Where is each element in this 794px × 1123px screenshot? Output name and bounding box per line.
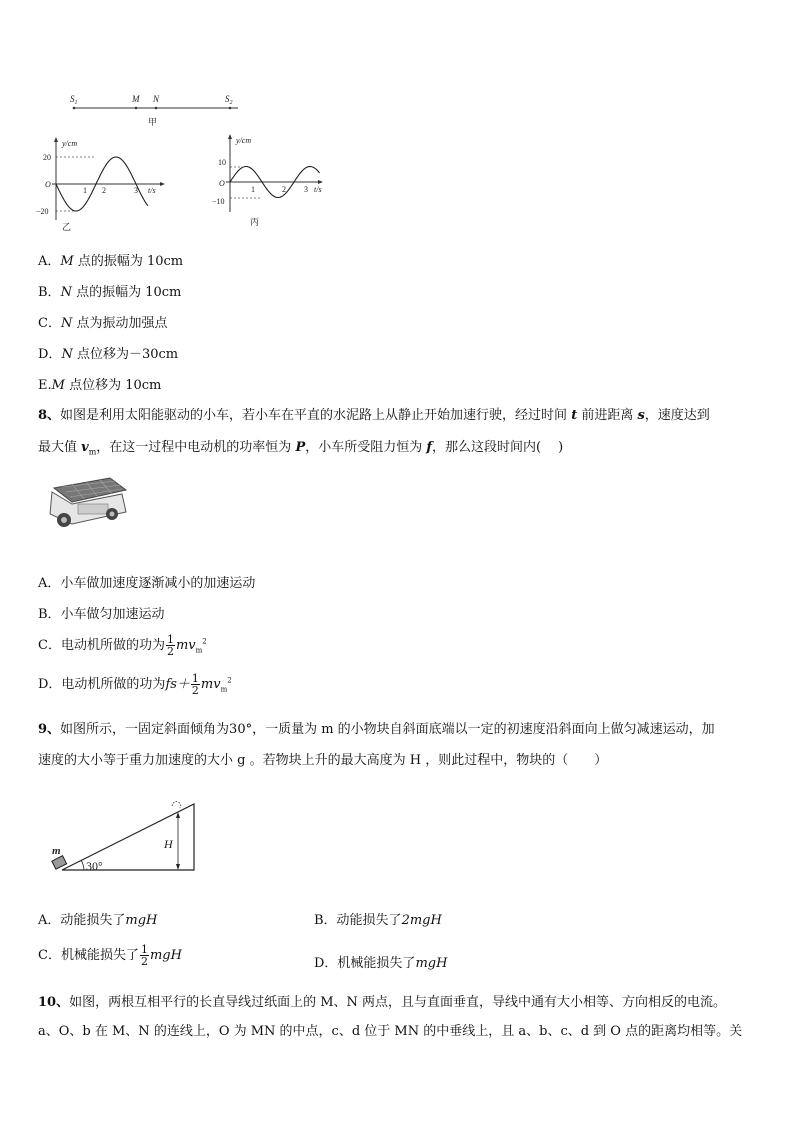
q8-stem-line1: 8、如图是利用太阳能驱动的小车，若小车在平直的水泥路上从静止开始加速行驶，经过时间 t 前进距离 s，速度达到 xyxy=(38,408,710,423)
svg-text:S1: $S_1$ xyxy=(70,94,78,106)
figure-bing-caption: 丙 xyxy=(250,217,260,227)
yi-tick-20: 20 xyxy=(43,153,51,162)
incline-mass-label: m xyxy=(52,845,61,857)
q9-option-a: A．动能损失了mgH xyxy=(38,913,158,928)
fraction-half: $\frac{1}{2}$ xyxy=(140,943,148,968)
point-s1-label: S xyxy=(70,94,75,104)
fraction-half: $\frac{1}{2}$ xyxy=(166,633,174,658)
incline-height-label: H xyxy=(164,837,173,851)
yi-x-tick-1: 1 xyxy=(83,186,87,195)
bing-x-tick-2: 2 xyxy=(282,185,286,194)
bing-x-tick-3: 3 xyxy=(304,185,308,194)
point-m-label: M xyxy=(132,94,140,104)
q9-stem-line2: 速度的大小等于重力加速度的大小 g 。若物块上升的最大高度为 H ，则此过程中，物块的（ ） xyxy=(38,753,608,768)
yi-tick-neg20: −20 xyxy=(36,207,49,216)
bing-y-label: y/cm xyxy=(236,136,252,145)
q10-stem-line1: 10、如图，两根互相平行的长直导线过纸面上的 M、N 两点，且与直面垂直，导线中通有大小相等、方向相反的电流。 xyxy=(38,995,727,1010)
q8-stem-line2: 最大值 $v_m$，在这一过程中电动机的功率恒为 P，小车所受阻力恒为 f，那么这段时间内( ) xyxy=(38,440,564,457)
figure-bing xyxy=(210,132,340,232)
q8-option-c: C．电动机所做的功为 $\frac{1}{2}$ $mv_m^2$ xyxy=(38,633,207,658)
incline-figure xyxy=(44,796,204,880)
yi-x-label: t/s xyxy=(148,186,156,195)
bing-x-label: t/s xyxy=(314,185,322,194)
bing-origin: O xyxy=(219,179,225,188)
yi-y-label: y/cm xyxy=(62,139,78,148)
q9-option-d: D．机械能损失了mgH xyxy=(314,956,448,971)
yi-origin: O xyxy=(45,180,51,189)
point-n-label: N xyxy=(153,94,160,104)
bing-x-tick-1: 1 xyxy=(251,185,255,194)
q8-option-a: A．小车做加速度逐渐减小的加速运动 xyxy=(38,576,256,591)
q8-option-b: B．小车做匀加速运动 xyxy=(38,607,165,622)
q9-option-b: B．动能损失了2mgH xyxy=(314,913,442,928)
figure-jia xyxy=(60,92,250,130)
q7-option-e: E.M 点位移为 10cm xyxy=(38,378,162,393)
figure-yi xyxy=(34,132,170,232)
bing-tick-neg10: −10 xyxy=(212,197,225,206)
solar-car-image xyxy=(42,470,132,540)
svg-text:S2: $S_2$ xyxy=(225,94,233,106)
yi-x-tick-3: 3 xyxy=(134,186,138,195)
q7-option-c: C．N 点为振动加强点 xyxy=(38,316,168,331)
bing-tick-10: 10 xyxy=(218,158,226,167)
figure-jia-caption: 甲 xyxy=(148,117,158,127)
q9-option-c: C．机械能损失了 $\frac{1}{2}$ mgH xyxy=(38,943,182,968)
point-s2-label: S xyxy=(225,94,230,104)
q7-option-a: A．M 点的振幅为 10cm xyxy=(38,254,184,269)
q7-option-b: B．N 点的振幅为 10cm xyxy=(38,285,182,300)
q10-stem-line2: a、O、b 在 M、N 的连线上，O 为 MN 的中点，c、d 位于 MN 的中垂线上，且 a、b、c、d 到 O 点的距离均相等。关 xyxy=(38,1024,743,1039)
q7-option-d: D．N 点位移为－30cm xyxy=(38,347,179,362)
figure-yi-caption: 乙 xyxy=(62,222,72,232)
q8-option-d: D．电动机所做的功为fs＋ $\frac{1}{2}$ $mv_m^2$ xyxy=(38,672,232,697)
fraction-half: $\frac{1}{2}$ xyxy=(191,672,199,697)
yi-x-tick-2: 2 xyxy=(102,186,106,195)
incline-angle-label: 30° xyxy=(86,859,103,873)
q9-stem-line1: 9、如图所示，一固定斜面倾角为30°，一质量为 m 的小物块自斜面底端以一定的初速度沿斜面向上做匀减速运动，加 xyxy=(38,722,715,737)
